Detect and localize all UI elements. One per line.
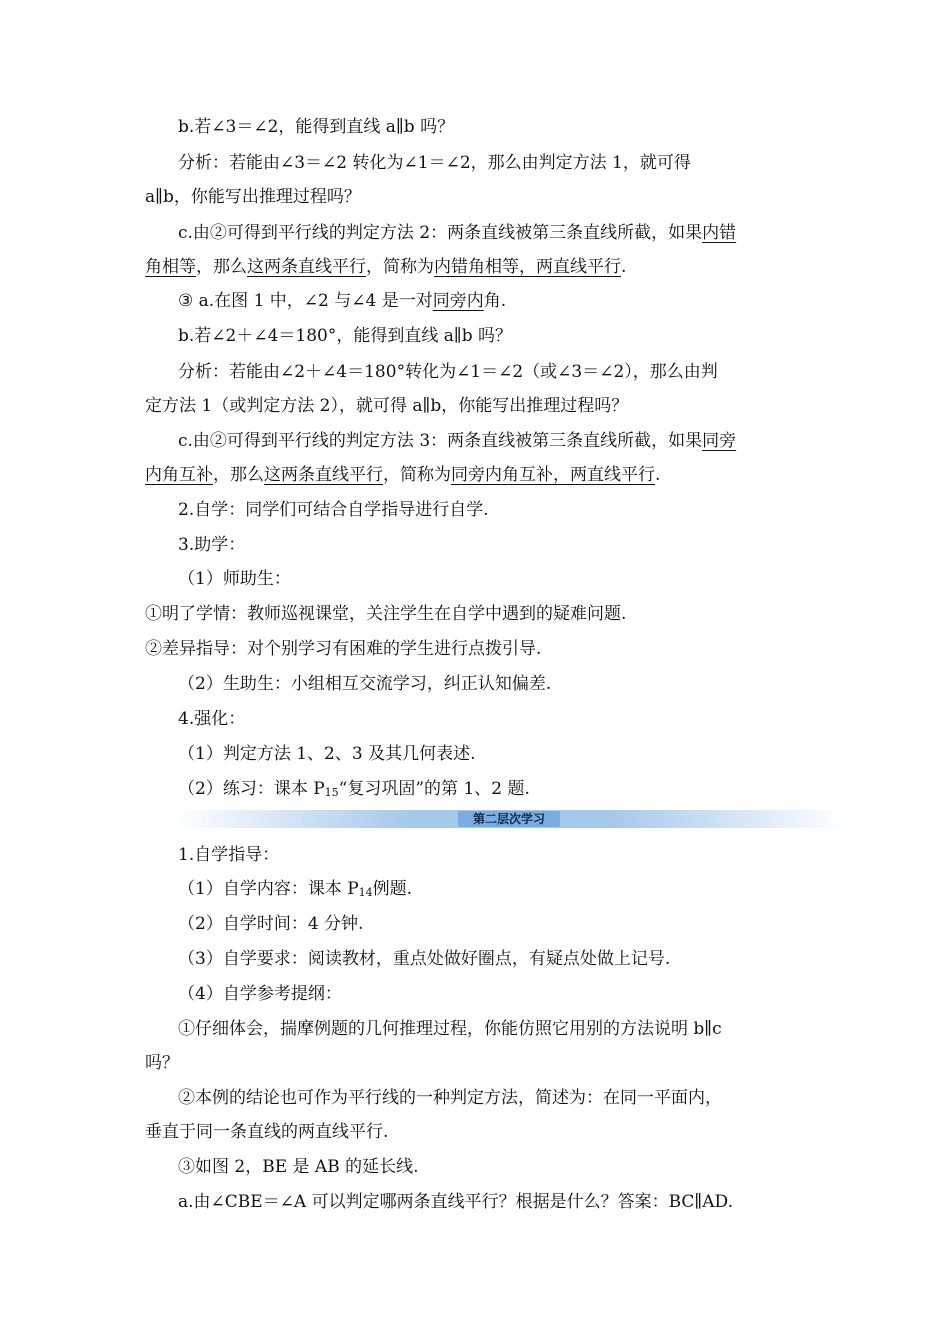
analysis-2-line2: 定方法 1（或判定方法 2），就可得 a∥b，你能写出推理过程吗？ bbox=[145, 396, 629, 416]
method-2-blank-1: 内错 bbox=[702, 223, 737, 243]
method-3-line1 bbox=[178, 429, 843, 453]
guide-content-text-2: 例题. bbox=[372, 879, 413, 899]
method-3-line2 bbox=[145, 463, 810, 487]
guide-requirement: （3）自学要求：阅读教材，重点处做好圈点，有疑点处做上记号. bbox=[178, 949, 671, 969]
reinforce-2-text: （2）练习：课本 P bbox=[178, 779, 325, 799]
outline-3a: a.由∠CBE＝∠A 可以判定哪两条直线平行？根据是什么？答案：BC∥AD. bbox=[178, 1192, 733, 1212]
teacher-assist-2: ②差异指导：对个别学习有困难的学生进行点拨引导. bbox=[145, 639, 542, 659]
method-2-line2 bbox=[145, 255, 810, 279]
outline-3: ③如图 2，BE 是 AB 的延长线. bbox=[178, 1157, 419, 1177]
question-b-2: b.若∠2＋∠4＝180°，能得到直线 a∥b 吗？ bbox=[178, 326, 513, 346]
self-study: 2.自学：同学们可结合自学指导进行自学. bbox=[178, 500, 489, 520]
method-3-blank-2: 这两条直线平行 bbox=[264, 465, 383, 485]
guide-heading: 1.自学指导： bbox=[178, 845, 280, 865]
method-2-text-4: . bbox=[621, 257, 627, 277]
item-3a-text-2: 角. bbox=[483, 291, 507, 311]
method-3-blank-1: 同旁 bbox=[702, 431, 737, 451]
item-3a bbox=[178, 289, 843, 313]
method-2-blank-1b: 角相等 bbox=[145, 257, 196, 277]
method-2-text-3: ，简称为 bbox=[366, 257, 434, 277]
guide-time: （2）自学时间：4 分钟. bbox=[178, 914, 364, 934]
analysis-2-line1: 分析：若能由∠2＋∠4＝180°转化为∠1＝∠2（或∠3＝∠2），那么由判 bbox=[178, 362, 718, 382]
method-3-text-4: . bbox=[655, 465, 661, 485]
method-2-text-2: ，那么 bbox=[196, 257, 247, 277]
item-3a-text: ③ a.在图 1 中，∠2 与∠4 是一对 bbox=[178, 291, 433, 311]
assist-heading: 3.助学： bbox=[178, 535, 246, 555]
method-2-text: c.由②可得到平行线的判定方法 2：两条直线被第三条直线所截，如果 bbox=[178, 223, 703, 243]
analysis-1-line1: 分析：若能由∠3＝∠2 转化为∠1＝∠2，那么由判定方法 1，就可得 bbox=[178, 153, 691, 173]
guide-outline: （4）自学参考提纲： bbox=[178, 984, 342, 1004]
outline-2-line1: ②本例的结论也可作为平行线的一种判定方法，简述为：在同一平面内， bbox=[178, 1088, 722, 1108]
outline-1-line2: 吗？ bbox=[145, 1053, 179, 1073]
outline-2-line2: 垂直于同一条直线的两直线平行. bbox=[145, 1122, 389, 1142]
reinforce-1: （1）判定方法 1、2、3 及其几何表述. bbox=[178, 744, 476, 764]
reinforce-2-text-2: “复习巩固”的第 1、2 题. bbox=[338, 779, 530, 799]
method-3-blank-1b: 内角互补 bbox=[145, 465, 213, 485]
section-banner-label: 第二层次学习 bbox=[458, 811, 560, 827]
teacher-assist-1: ①明了学情：教师巡视课堂，关注学生在自学中遇到的疑难问题. bbox=[145, 604, 627, 624]
method-3-text-2: ，那么 bbox=[213, 465, 264, 485]
teacher-assist: （1）师助生： bbox=[178, 569, 291, 589]
method-2-blank-2: 这两条直线平行 bbox=[247, 257, 366, 277]
method-2-blank-3: 内错角相等，两直线平行 bbox=[434, 257, 621, 277]
guide-content-text: （1）自学内容：课本 P bbox=[178, 879, 359, 899]
page-subscript-2: 14 bbox=[358, 886, 373, 899]
question-b-1: b.若∠3＝∠2，能得到直线 a∥b 吗？ bbox=[178, 117, 455, 137]
analysis-1-line2: a∥b，你能写出推理过程吗？ bbox=[145, 187, 361, 207]
page-subscript: 15 bbox=[324, 786, 339, 799]
reinforce-heading: 4.强化： bbox=[178, 709, 246, 729]
outline-1-line1: ①仔细体会，揣摩例题的几何推理过程，你能仿照它用别的方法说明 b∥c bbox=[178, 1019, 722, 1039]
section-banner bbox=[175, 810, 845, 828]
method-2-line1 bbox=[178, 221, 843, 245]
reinforce-2 bbox=[178, 777, 843, 805]
method-3-text-3: ，简称为 bbox=[383, 465, 451, 485]
method-3-text: c.由②可得到平行线的判定方法 3：两条直线被第三条直线所截，如果 bbox=[178, 431, 703, 451]
guide-content bbox=[178, 877, 843, 905]
student-assist: （2）生助生：小组相互交流学习，纠正认知偏差. bbox=[178, 674, 552, 694]
item-3a-blank: 同旁内 bbox=[432, 291, 484, 311]
method-3-blank-3: 同旁内角互补，两直线平行 bbox=[451, 465, 655, 485]
